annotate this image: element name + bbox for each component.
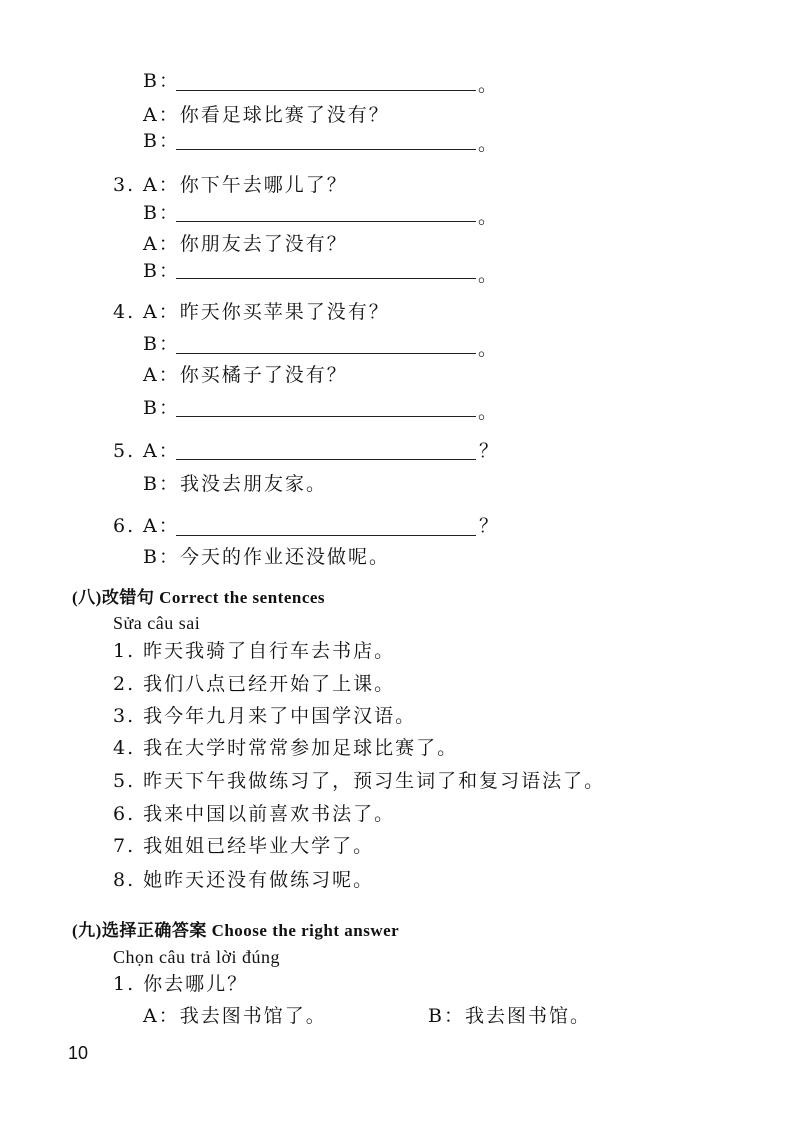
dialogue-line: A：你朋友去了没有？: [143, 233, 348, 255]
punctuation: 。: [478, 338, 498, 360]
list-item: 2. 我们八点已经开始了上课。: [113, 673, 396, 695]
answer-blank[interactable]: [176, 353, 476, 354]
page-number: 10: [68, 1043, 89, 1063]
list-item: 6. 我来中国以前喜欢书法了。: [113, 803, 396, 825]
section-subtitle: Sửa câu sai: [113, 613, 201, 633]
section-heading: (八)改错句 Correct the sentences: [72, 588, 326, 607]
option-a[interactable]: A：我去图书馆了。: [143, 1005, 327, 1027]
punctuation: 。: [478, 264, 498, 286]
punctuation: 。: [478, 401, 498, 423]
exercise-number: 3.: [113, 174, 136, 196]
speaker-b: B：: [143, 260, 180, 282]
list-item: 4. 我在大学时常常参加足球比赛了。: [113, 737, 459, 759]
dialogue-line: [143, 102, 390, 128]
list-item: 8. 她昨天还没有做练习呢。: [113, 869, 375, 891]
list-item: 3. 我今年九月来了中国学汉语。: [113, 705, 417, 727]
speaker-b: B：: [143, 202, 180, 224]
speaker-a: A：: [143, 440, 180, 462]
list-item: 7. 我姐姐已经毕业大学了。: [113, 835, 375, 857]
speaker-b: B：: [143, 397, 180, 419]
dialogue-line: B：我没去朋友家。: [143, 473, 327, 495]
answer-blank[interactable]: [176, 535, 476, 536]
question: 1. 你去哪儿？: [113, 973, 249, 995]
speaker-b: B：: [143, 70, 180, 92]
list-item: 1. 昨天我骑了自行车去书店。: [113, 640, 396, 662]
line-text: 你看足球比赛了没有？: [179, 104, 390, 126]
list-item: 5. 昨天下午我做练习了，预习生词了和复习语法了。: [113, 770, 606, 792]
exercise-number: 6.: [113, 515, 136, 537]
punctuation: ？: [479, 515, 499, 537]
section-subtitle: Chọn câu trả lời đúng: [113, 947, 280, 967]
option-b[interactable]: B：我去图书馆。: [428, 1005, 591, 1027]
speaker-a: A：: [143, 515, 180, 537]
dialogue-line: A：你下午去哪儿了？: [143, 174, 348, 196]
exercise-number: 4.: [113, 301, 136, 323]
punctuation: 。: [478, 74, 498, 96]
answer-blank[interactable]: [176, 149, 476, 150]
dialogue-line: B：今天的作业还没做呢。: [143, 546, 390, 568]
answer-blank[interactable]: [176, 416, 476, 417]
answer-blank[interactable]: [176, 221, 476, 222]
exercise-number: 5.: [113, 440, 136, 462]
dialogue-line: A：昨天你买苹果了没有？: [143, 301, 390, 323]
answer-blank[interactable]: [176, 90, 476, 91]
answer-blank[interactable]: [176, 459, 476, 460]
speaker-b: B：: [143, 333, 180, 355]
speaker-b: B：: [143, 130, 180, 152]
punctuation: 。: [478, 133, 498, 155]
section-heading: (九)选择正确答案 Choose the right answer: [72, 921, 400, 940]
speaker-a: A：: [143, 104, 180, 126]
answer-blank[interactable]: [176, 278, 476, 279]
dialogue-line: A：你买橘子了没有？: [143, 364, 348, 386]
punctuation: ？: [479, 440, 499, 462]
punctuation: 。: [478, 206, 498, 228]
